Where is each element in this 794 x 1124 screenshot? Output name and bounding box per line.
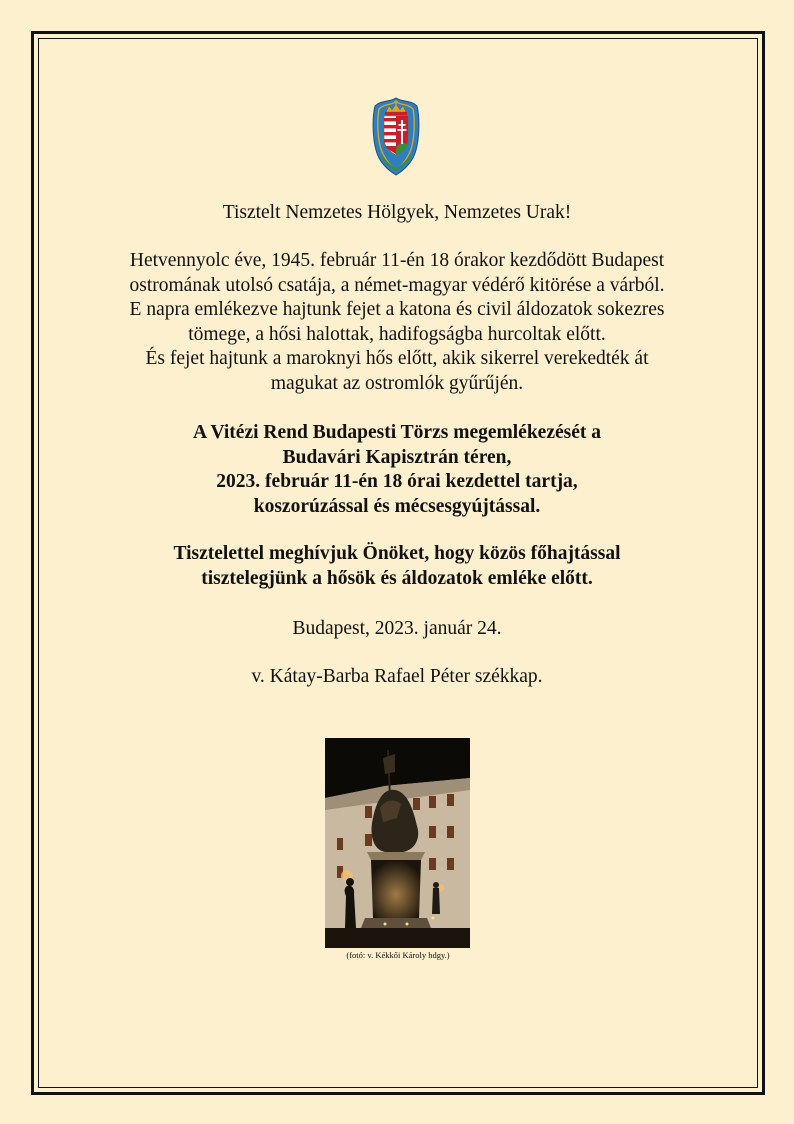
invite-line: tisztelegjünk a hősök és áldozatok emléke előtt. [201, 567, 593, 589]
place-date: Budapest, 2023. január 24. [292, 618, 502, 639]
event-line: A Vitézi Rend Budapesti Törzs megemlékezését a [193, 422, 601, 443]
event-line: koszorúzással és mécsesgyújtással. [253, 495, 541, 517]
intro-line: magukat az ostromlók gyűrűjén. [270, 372, 524, 394]
intro-line: E napra emlékezve hajtunk fejet a katona és civil áldozatok sokezres [129, 299, 665, 320]
coat-of-arms-icon [371, 96, 421, 176]
invitation [60, 542, 734, 591]
intro-paragraph [60, 249, 734, 396]
photo-caption: (fotó: v. Kékkői Károly hdgy.) [346, 950, 450, 960]
event-line: 2023. február 11-én 18 órai kezdettel tartja, [216, 471, 578, 492]
intro-line: Hetvennyolc éve, 1945. február 11-én 18 órakor kezdődött Budapest [129, 250, 665, 271]
event-line: Budavári Kapisztrán téren, [282, 446, 512, 468]
signature: v. Kátay-Barba Rafael Péter székkap. [251, 666, 543, 687]
invite-line: Tisztelettel meghívjuk Önöket, hogy közös főhajtással [173, 543, 621, 564]
monument-photo [325, 738, 470, 948]
intro-line: És fejet hajtunk a maroknyi hős előtt, akik sikerrel verekedték át [145, 348, 649, 369]
intro-line: ostromának utolsó csatája, a német-magyar védérő kitörése a várból. [129, 274, 665, 296]
greeting: Tisztelt Nemzetes Hölgyek, Nemzetes Urak! [222, 202, 572, 223]
event-announcement [60, 421, 734, 519]
intro-line: tömege, a hősi halottak, hadifogságba hurcoltak előtt. [188, 323, 606, 345]
